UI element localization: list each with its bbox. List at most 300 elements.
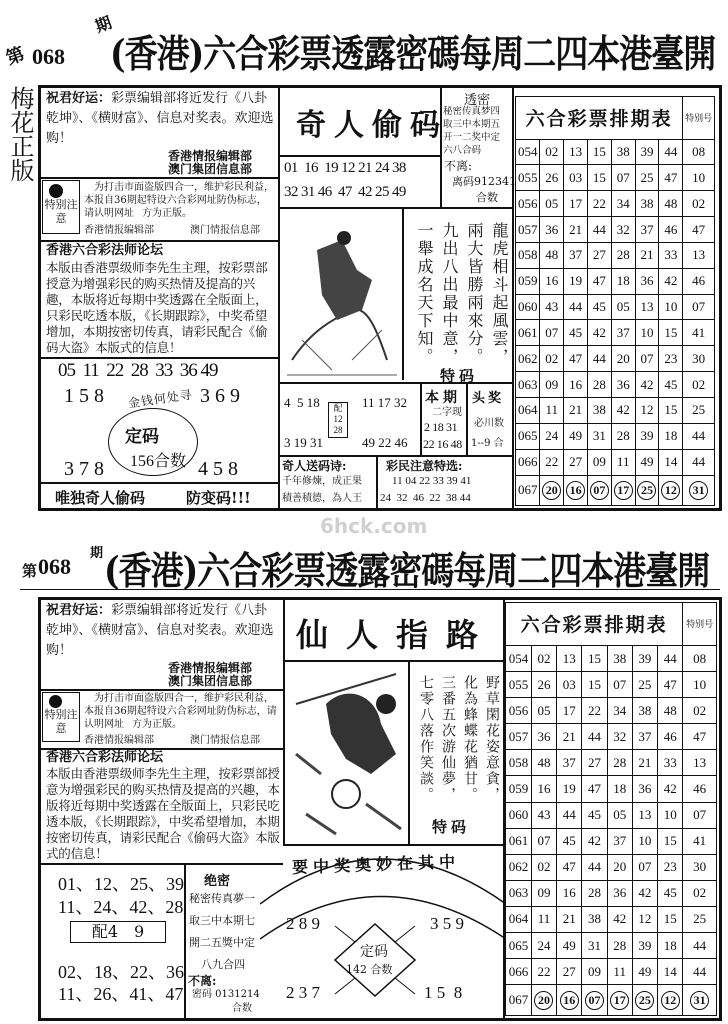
period-cell: 065: [506, 933, 532, 959]
table-cell: 02: [531, 645, 556, 671]
table-cell: 48: [658, 698, 683, 724]
head-prize-sub: 必川数: [474, 418, 504, 429]
table-cell: 33: [659, 242, 683, 268]
table-row: [516, 165, 715, 191]
divider: [408, 660, 410, 844]
period-cell: 062: [506, 854, 532, 880]
table-cell: 45: [659, 372, 683, 398]
table-cell: 42: [659, 268, 683, 294]
table-cell: 21: [557, 724, 582, 750]
top-poem: [412, 222, 512, 372]
period-cell: 066: [506, 959, 532, 985]
issue-prefix: 第: [22, 562, 38, 580]
pair-mid: 28: [333, 425, 343, 435]
table-cell: 44: [588, 217, 612, 243]
table-cell: 11: [540, 398, 564, 424]
table-cell: 20: [607, 854, 632, 880]
period-cell: 064: [506, 906, 532, 932]
group1-line: 01、12、25、39: [58, 874, 184, 894]
table-cell: 22: [531, 959, 556, 985]
table-cell: 15: [659, 320, 683, 346]
table-cell: 10: [683, 165, 715, 191]
table-cell: 38: [607, 645, 632, 671]
footer-right: 防变码!!!: [186, 489, 251, 507]
drawn-ball: 12: [661, 991, 680, 1010]
divider: [512, 87, 514, 509]
table-cell: 38: [632, 698, 657, 724]
divider: [40, 863, 283, 865]
notice-text: 为打击市面盗版四合一，维护彩民利益，本报自36期起特设六合彩网址防伪标志，请认明网址: [84, 182, 274, 219]
diagram-tl: 1 5 8: [64, 385, 104, 407]
table-cell: [659, 475, 683, 505]
pair-left-top: 4 5 18: [284, 395, 320, 410]
main-title: 仙人指路: [296, 616, 497, 654]
table-cell: 10: [659, 294, 683, 320]
table-cell: 28: [607, 750, 632, 776]
table-cell: 27: [557, 959, 582, 985]
secret-code: 离码912341: [452, 175, 516, 188]
period-cell: 056: [516, 191, 540, 217]
table-cell: 09: [588, 449, 612, 475]
table-row: [516, 398, 715, 424]
table-cell: 24: [540, 423, 564, 449]
issue-suffix: 期: [92, 12, 115, 37]
table-cell: 28: [611, 242, 635, 268]
table-row: [506, 750, 717, 776]
table-cell: 32: [611, 217, 635, 243]
secret-line: 取三中本期五: [443, 119, 501, 130]
table-cell: 08: [683, 139, 715, 165]
divider: [278, 87, 280, 509]
table-cell: 13: [683, 750, 717, 776]
table-cell: 42: [582, 828, 607, 854]
bomb-icon: [49, 184, 63, 198]
drawn-ball: 20: [542, 481, 561, 500]
table-cell: [540, 475, 564, 505]
table-row: [516, 268, 715, 294]
period-cell: 054: [516, 139, 540, 165]
divider: [20, 589, 720, 590]
table-cell: 11: [611, 449, 635, 475]
table-row: [506, 672, 717, 698]
notice-sig2: 澳门情报信息部: [190, 735, 260, 746]
notice-official: 方为正版。: [132, 719, 182, 730]
drawn-ball: 16: [566, 481, 585, 500]
table-cell: 38: [611, 139, 635, 165]
period-row1: 2 18 31: [424, 420, 458, 434]
diagram-center: 定码: [360, 944, 388, 960]
table-cell: 02: [540, 346, 564, 372]
table-cell: 42: [635, 372, 659, 398]
table-cell: 47: [564, 346, 588, 372]
table-cell: 27: [564, 449, 588, 475]
secret-sum: 合数: [476, 191, 498, 204]
special-number-header: 特别号: [683, 97, 715, 140]
table-cell: 36: [607, 880, 632, 906]
drawn-ball: 31: [689, 481, 708, 500]
table-cell: 07: [611, 165, 635, 191]
table-cell: 37: [557, 750, 582, 776]
table-cell: 08: [683, 645, 717, 671]
table-cell: 15: [582, 645, 607, 671]
notice-text: 为打击市面盗版四合一，维护彩民利益，本报自36期起特设六合彩网址防伪标志，请认明网址: [84, 693, 277, 730]
table-cell: 25: [632, 672, 657, 698]
period-cell: 059: [516, 268, 540, 294]
secret-line: 取三中本期七: [189, 914, 255, 927]
picks-row2: 24 32 46 22 38 44: [380, 492, 471, 504]
period-cell: 066: [516, 449, 540, 475]
table-cell: 07: [540, 320, 564, 346]
drawn-ball: 17: [614, 481, 633, 500]
table-cell: 05: [607, 802, 632, 828]
divider: [376, 455, 378, 509]
greeting-sig2: 澳门集团信息部: [168, 162, 253, 176]
greeting-text: 彩票编辑部将近发行《八卦乾坤》、《横财富》、信息对奖表。欢迎选购！: [46, 603, 274, 658]
table-cell: 42: [632, 880, 657, 906]
period-row2: 22 16 48: [423, 437, 462, 451]
table-row: [506, 906, 717, 932]
pair-mid: 配: [333, 403, 343, 413]
issue-suffix: 期: [90, 546, 104, 561]
drawn-ball: 20: [534, 991, 553, 1010]
table-cell: [611, 475, 635, 505]
greeting-sig2: 澳门集团信息部: [168, 674, 253, 688]
table-cell: [683, 475, 715, 505]
diagram-tl: 2 8 9: [286, 914, 320, 933]
table-cell: 21: [564, 217, 588, 243]
notice-badge: [42, 180, 80, 234]
table-cell: 11: [531, 906, 556, 932]
table-cell: 38: [635, 191, 659, 217]
table-cell: 02: [540, 139, 564, 165]
table-row: [506, 933, 717, 959]
table-cell: 47: [588, 268, 612, 294]
table-cell: 44: [659, 139, 683, 165]
table-cell: 13: [683, 242, 715, 268]
table-cell: 37: [635, 217, 659, 243]
pair-mid: 12: [333, 414, 343, 424]
table-row: [506, 854, 717, 880]
table-row: [506, 724, 717, 750]
poem-line: 三番五次游仙夢，: [440, 675, 456, 803]
notice-label: 特别注意: [44, 198, 78, 225]
table-cell: 36: [632, 776, 657, 802]
table-cell: 02: [683, 698, 717, 724]
notice-badge: [42, 692, 80, 742]
table-cell: 47: [683, 217, 715, 243]
table-cell: [557, 985, 582, 1016]
table-cell: 10: [635, 320, 659, 346]
bomb-icon: [49, 695, 62, 708]
pair-right-bottom: 49 22 46: [362, 435, 408, 450]
table-row: [516, 372, 715, 398]
table-cell: 10: [632, 828, 657, 854]
table-cell: 30: [683, 854, 717, 880]
period-cell: 060: [506, 802, 532, 828]
table-title: 六合彩票排期表: [516, 97, 683, 140]
table-cell: 34: [607, 698, 632, 724]
table-cell: 12: [635, 398, 659, 424]
table-cell: 36: [531, 724, 556, 750]
secret-title: 绝密: [204, 874, 231, 889]
table-cell: 44: [683, 449, 715, 475]
table-cell: 46: [683, 268, 715, 294]
diagram-sum: 142 合数: [346, 963, 393, 976]
table-cell: 30: [683, 346, 715, 372]
special-number-header: 特别号: [683, 603, 717, 646]
table-cell: [564, 475, 588, 505]
table-cell: 18: [611, 268, 635, 294]
table-cell: 43: [531, 802, 556, 828]
table-cell: 43: [540, 294, 564, 320]
table-cell: 45: [557, 828, 582, 854]
notice-block: [84, 692, 280, 731]
picks-title: 彩民注意特选:: [386, 459, 463, 473]
picks-row1: 11 04 22 33 39 41: [392, 475, 472, 487]
table-cell: 15: [658, 828, 683, 854]
table-cell: 46: [683, 776, 717, 802]
notice-sig1: 香港情报编辑部: [84, 735, 154, 746]
table-cell: 26: [540, 165, 564, 191]
table-cell: [632, 985, 657, 1016]
secret-sum: 合数: [232, 1003, 252, 1014]
period-cell: 056: [506, 698, 532, 724]
greeting-sig1: 香港情报编辑部: [168, 661, 253, 675]
poem-line: 兩大皆勝兩來分。: [465, 222, 484, 366]
table-cell: 09: [540, 372, 564, 398]
table-cell: 38: [582, 906, 607, 932]
table-cell: [582, 985, 607, 1016]
table-cell: 48: [659, 191, 683, 217]
diagram-tr: 3 5 9: [430, 914, 464, 933]
divider: [40, 689, 283, 691]
table-cell: 05: [611, 294, 635, 320]
table-cell: 22: [582, 698, 607, 724]
secret-line: 秘密传真夢一: [189, 892, 255, 905]
table-cell: 20: [611, 346, 635, 372]
greeting-label: 祝君好运：: [46, 91, 112, 106]
notice-sig2: 澳门情报信息部: [190, 225, 260, 236]
divider: [184, 863, 186, 1018]
table-cell: 13: [635, 294, 659, 320]
period-cell: 055: [516, 165, 540, 191]
secret-code: 密码 0131214: [192, 989, 260, 1000]
drawn-ball: 17: [610, 991, 629, 1010]
table-cell: 25: [683, 398, 715, 424]
drawn-ball: 12: [661, 481, 680, 500]
table-row: [506, 959, 717, 985]
table-row: [516, 423, 715, 449]
table-cell: 13: [564, 139, 588, 165]
table-cell: [531, 985, 556, 1016]
table-cell: 13: [632, 802, 657, 828]
table-cell: 37: [632, 724, 657, 750]
table-cell: [658, 985, 683, 1016]
divider: [40, 482, 278, 484]
table-cell: 31: [588, 423, 612, 449]
poem2-title: 奇人送码诗:: [282, 459, 347, 473]
poem2-line: 積善積德，為人王: [282, 493, 362, 504]
table-cell: 44: [588, 346, 612, 372]
period-cell: 058: [516, 242, 540, 268]
table-cell: 37: [607, 828, 632, 854]
diagram-sum: 156合数: [130, 453, 187, 470]
issue-prefix: 第: [3, 43, 28, 70]
table-row: [506, 698, 717, 724]
table-cell: 32: [607, 724, 632, 750]
table-cell: 21: [557, 906, 582, 932]
table-cell: [607, 985, 632, 1016]
table-cell: 12: [632, 906, 657, 932]
divider: [40, 177, 278, 179]
divider: [420, 382, 422, 455]
divider: [278, 382, 512, 384]
table-cell: 44: [683, 959, 717, 985]
poem2-line: 千年修煉，成正果: [282, 476, 362, 487]
table-cell: 05: [540, 191, 564, 217]
table-cell: 44: [658, 645, 683, 671]
table-cell: 02: [683, 880, 717, 906]
table-cell: 46: [658, 724, 683, 750]
table-row: [516, 449, 715, 475]
secret-line: 开一二奖中定: [443, 132, 501, 143]
table-cell: 07: [607, 672, 632, 698]
table-cell: 44: [557, 802, 582, 828]
drawn-ball: 07: [590, 481, 609, 500]
table-cell: 44: [582, 854, 607, 880]
pair-left-bottom: 3 19 31: [284, 435, 323, 450]
slogan: 要中奖奥妙在其中: [291, 852, 461, 877]
table-cell: 19: [564, 268, 588, 294]
table-cell: 28: [607, 933, 632, 959]
table-cell: 22: [588, 191, 612, 217]
table-cell: 36: [611, 372, 635, 398]
greeting: [46, 89, 274, 149]
table-cell: 49: [557, 933, 582, 959]
table-cell: 07: [632, 854, 657, 880]
issue-number: 068: [38, 554, 71, 579]
drawn-ball: 25: [637, 481, 656, 500]
table-cell: 41: [683, 320, 715, 346]
table-title: 六合彩票排期表: [506, 603, 683, 646]
table-cell: 18: [607, 776, 632, 802]
table-cell: 44: [683, 423, 715, 449]
table-cell: 45: [564, 320, 588, 346]
table-cell: 34: [611, 191, 635, 217]
table-row: [506, 776, 717, 802]
secret-line: 六八合码: [443, 145, 482, 156]
table-row: [506, 828, 717, 854]
greeting-label: 祝君好运：: [46, 603, 112, 618]
period-cell: 067: [516, 475, 540, 505]
bottom-poem: [415, 675, 503, 815]
table-row: [516, 191, 715, 217]
table-cell: 13: [557, 645, 582, 671]
table-cell: 17: [564, 191, 588, 217]
table-cell: 31: [582, 933, 607, 959]
table-cell: 02: [683, 372, 715, 398]
table-cell: 19: [557, 776, 582, 802]
notice-official: 方为正版。: [142, 208, 192, 219]
table-cell: 23: [659, 346, 683, 372]
period-cell: 059: [506, 776, 532, 802]
side-brand: 梅花正版: [6, 86, 34, 182]
page-title: (香港)六合彩票透露密碼每周二四本港臺開: [104, 548, 710, 594]
table-cell: 16: [540, 268, 564, 294]
table-header-row: [506, 603, 717, 646]
table-cell: 07: [683, 802, 717, 828]
special-label: 特码: [432, 818, 471, 836]
divider: [278, 155, 440, 157]
table-row: [516, 139, 715, 165]
table-cell: 09: [582, 959, 607, 985]
warrior-on-horse-illustration: [282, 210, 400, 378]
greeting-text: 彩票编辑部将近发行《八卦乾坤》、《横财富》、信息对奖表。欢迎选购！: [46, 91, 274, 146]
table-cell: 15: [588, 165, 612, 191]
table-cell: 23: [658, 854, 683, 880]
table-cell: 27: [582, 750, 607, 776]
table-cell: 48: [531, 750, 556, 776]
notice-block: [84, 181, 276, 220]
table-cell: 07: [531, 828, 556, 854]
secret-lines: [189, 888, 255, 976]
table-row: [506, 645, 717, 671]
table-cell: 39: [635, 423, 659, 449]
table-cell: 48: [540, 242, 564, 268]
table-cell: 37: [611, 320, 635, 346]
table-row: [506, 880, 717, 906]
divider: [283, 599, 285, 844]
table-cell: 47: [658, 672, 683, 698]
table-cell: 14: [658, 959, 683, 985]
main-title: 奇人偷码: [296, 108, 448, 143]
table-cell: 21: [564, 398, 588, 424]
forum-text: 本版由香港票级师李先生主理，按彩票部授意为增强彩民的购买热情及提高的兴趣，本版将近每期中奖透露在全版面上，只彩民吃透本版，《长期跟踪》，中奖希望增加，本期按密切传真，请彩民配合《偷码大盗》本版式的信息！: [46, 260, 268, 355]
table-row: [506, 985, 717, 1016]
table-cell: 21: [635, 242, 659, 268]
poem-line: 九出八出最中意，: [440, 222, 459, 366]
table-cell: 28: [588, 372, 612, 398]
diagram-tr: 3 6 9: [200, 385, 240, 407]
period-cell: 067: [506, 985, 532, 1016]
table-row: [516, 242, 715, 268]
draw-schedule-table: [515, 96, 715, 506]
group2-line: 11、26、41、47: [58, 984, 184, 1004]
secret-line: 開二五獎中定: [189, 936, 255, 949]
table-cell: 07: [683, 294, 715, 320]
pair-right-top: 11 17 32: [362, 395, 408, 410]
table-cell: 17: [557, 698, 582, 724]
top-numbers: 05 11 22 28 33 36 49: [58, 360, 218, 381]
period-sub: 二字现: [432, 407, 462, 418]
table-cell: 10: [683, 672, 717, 698]
table-cell: 45: [658, 880, 683, 906]
table-cell: 07: [635, 346, 659, 372]
secret-line: 八九合四: [201, 958, 245, 971]
table-cell: 02: [531, 854, 556, 880]
table-cell: 03: [564, 165, 588, 191]
divider: [466, 382, 468, 455]
table-cell: 33: [658, 750, 683, 776]
notice-sig1: 香港情报编辑部: [84, 225, 154, 236]
table-cell: 21: [632, 750, 657, 776]
drawn-ball: 07: [585, 991, 604, 1010]
immortal-warrior-illustration: [286, 664, 408, 840]
table-cell: 28: [582, 880, 607, 906]
drawn-ball: 25: [635, 991, 654, 1010]
divider: [40, 357, 278, 359]
table-cell: 47: [557, 854, 582, 880]
